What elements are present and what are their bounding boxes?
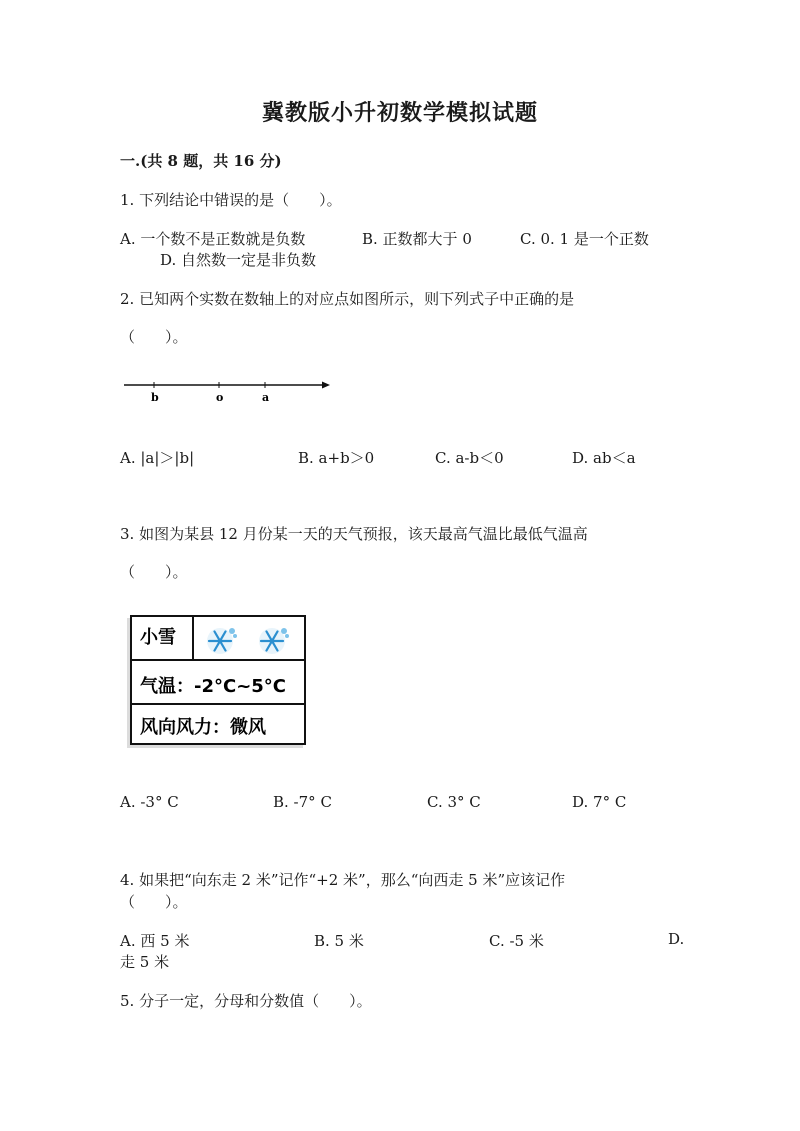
- question-4-option-c: C. -5 米: [489, 932, 544, 950]
- question-2-stem: 2. 已知两个实数在数轴上的对应点如图所示，则下列式子中正确的是: [120, 290, 575, 308]
- question-3-option-d: D. 7° C: [572, 793, 627, 811]
- question-3-stem-blank: （ ）。: [120, 563, 188, 581]
- label-b: b: [151, 391, 159, 404]
- snowflake-icon: [198, 621, 302, 657]
- question-2-option-d: D. ab＜a: [572, 449, 636, 467]
- label-a: a: [262, 391, 270, 404]
- question-3-stem: 3. 如图为某县 12 月份某一天的天气预报，该天最高气温比最低气温高: [120, 525, 588, 543]
- question-4-option-a: A. 西 5 米: [120, 932, 190, 950]
- page-title: 冀教版小升初数学模拟试题: [261, 100, 538, 126]
- question-4-option-d: D.: [668, 930, 685, 948]
- weather-wind: 风向风力：微风: [140, 717, 266, 738]
- question-2-option-a: A. |a|＞|b|: [120, 449, 195, 467]
- question-1-option-a: A. 一个数不是正数就是负数: [120, 230, 306, 248]
- section-heading: 一.(共 8 题，共 16 分): [120, 152, 282, 170]
- question-1-stem: 1. 下列结论中错误的是（ ）。: [120, 191, 342, 209]
- label-o: o: [216, 391, 224, 404]
- weather-temperature: 气温：-2°C~5°C: [140, 676, 287, 697]
- question-3-option-c: C. 3° C: [427, 793, 481, 811]
- question-2-option-b: B. a+b＞0: [298, 449, 375, 467]
- question-4-option-b: B. 5 米: [314, 932, 364, 950]
- question-3-option-a: A. -3° C: [120, 793, 179, 811]
- number-line-figure: [120, 376, 340, 406]
- question-3-option-b: B. -7° C: [273, 793, 332, 811]
- weather-forecast-figure: [130, 615, 306, 745]
- question-4-stem-blank: （ ）。: [120, 893, 188, 911]
- weather-row-wind: [132, 705, 304, 743]
- weather-condition-label: 小雪: [132, 617, 194, 659]
- question-4-stem: 4. 如果把“向东走 2 米”记作“+2 米”，那么“向西走 5 米”应该记作: [120, 871, 566, 889]
- number-line-arrow: [322, 382, 330, 389]
- question-5-stem: 5. 分子一定，分母和分数值（ ）。: [120, 992, 372, 1010]
- question-1-option-c: C. 0. 1 是一个正数: [520, 230, 649, 248]
- question-1-option-b: B. 正数都大于 0: [362, 230, 472, 248]
- question-2-option-c: C. a-b＜0: [435, 449, 504, 467]
- question-2-stem-blank: （ ）。: [120, 328, 188, 346]
- question-4-option-d-continued: 走 5 米: [120, 953, 170, 971]
- weather-row-temperature: [132, 661, 304, 705]
- weather-row-condition: [132, 617, 304, 661]
- question-1-option-d: D. 自然数一定是非负数: [160, 251, 317, 269]
